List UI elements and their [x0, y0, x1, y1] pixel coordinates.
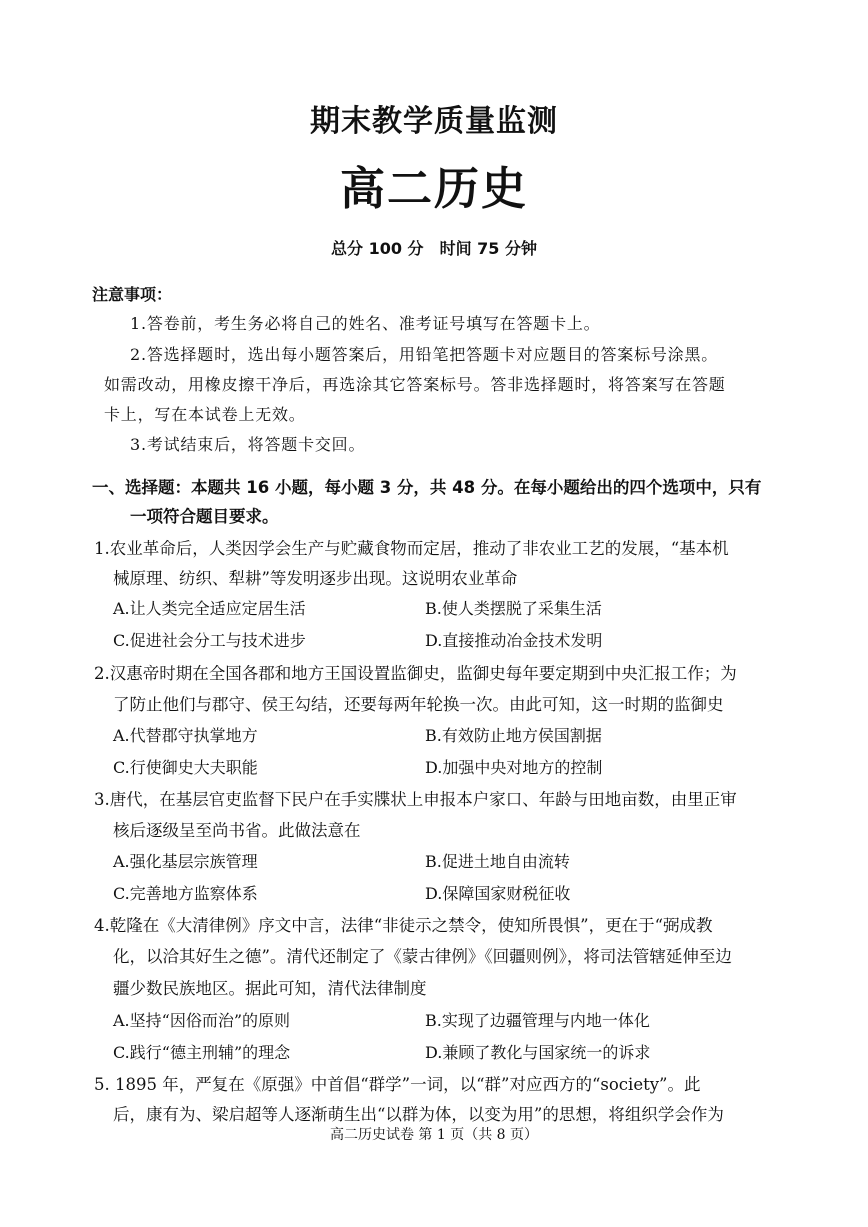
page-footer: 高二历史试卷 第 1 页（共 8 页）: [329, 1127, 539, 1143]
option: A.让人类完全适应定居生活: [113, 599, 306, 618]
notice-line: 2.答选择题时，选出每小题答案后，用铅笔把答题卡对应题目的答案标号涂黑。: [130, 345, 719, 364]
option: C.促进社会分工与技术进步: [113, 631, 306, 650]
exam-title: 期末教学质量监测: [310, 104, 558, 139]
question-stem: 后，康有为、梁启超等人逐渐萌生出“以群为体，以变为用”的思想，将组织学会作为: [113, 1105, 724, 1124]
notice-line: 1.答卷前，考生务必将自己的姓名、准考证号填写在答题卡上。: [130, 314, 601, 333]
question-stem: 1.农业革命后，人类因学会生产与贮藏食物而定居，推动了非农业工艺的发展，“基本机: [94, 539, 729, 558]
notice-line: 如需改动，用橡皮擦干净后，再选涂其它答案标号。答非选择题时，将答案写在答题: [104, 375, 726, 394]
question-stem: 了防止他们与郡守、侯王勾结，还要每两年轮换一次。由此可知，这一时期的监御史: [113, 695, 724, 714]
question-stem: 核后逐级呈至尚书省。此做法意在: [113, 821, 361, 840]
section-heading: 一、选择题：本题共 16 小题，每小题 3 分，共 48 分。在每小题给出的四个选项中，只有: [92, 478, 762, 497]
notice-heading: 注意事项：: [92, 285, 173, 304]
option: D.加强中央对地方的控制: [425, 758, 603, 777]
question-stem: 械原理、纺织、犁耕”等发明逐步出现。这说明农业革命: [113, 569, 518, 588]
question-stem: 3.唐代，在基层官吏监督下民户在手实牒状上申报本户家口、年龄与田地亩数，由里正审: [94, 790, 737, 809]
option: C.行使御史大夫职能: [113, 758, 258, 777]
total-score: 总分 100 分: [331, 239, 424, 258]
question-stem: 5. 1895 年，严复在《原强》中首倡“群学”一词，以“群”对应西方的“society”。此: [94, 1075, 701, 1094]
option: A.坚持“因俗而治”的原则: [113, 1011, 291, 1030]
option: A.强化基层宗族管理: [113, 852, 258, 871]
option: B.实现了边疆管理与内地一体化: [425, 1011, 650, 1030]
notice-line: 卡上，写在本试卷上无效。: [104, 405, 306, 424]
exam-time: 时间 75 分钟: [439, 239, 537, 258]
section-heading-cont: 一项符合题目要求。: [130, 507, 279, 526]
question-stem: 2.汉惠帝时期在全国各郡和地方王国设置监御史，监御史每年要定期到中央汇报工作；为: [94, 664, 737, 683]
option: A.代替郡守执掌地方: [113, 726, 258, 745]
option: D.保障国家财税征收: [425, 884, 571, 903]
notice-line: 3.考试结束后，将答题卡交回。: [130, 435, 366, 454]
option: B.促进土地自由流转: [425, 852, 570, 871]
exam-meta: [0, 236, 868, 259]
subject-title: 高二历史: [339, 162, 528, 215]
option: D.兼顾了教化与国家统一的诉求: [425, 1043, 651, 1062]
question-stem: 化，以洽其好生之德”。清代还制定了《蒙古律例》《回疆则例》，将司法管辖延伸至边: [113, 947, 732, 966]
option: C.完善地方监察体系: [113, 884, 258, 903]
option: C.践行“德主刑辅”的理念: [113, 1043, 291, 1062]
question-stem: 疆少数民族地区。据此可知，清代法律制度: [113, 979, 427, 998]
option: D.直接推动冶金技术发明: [425, 631, 603, 650]
question-stem: 4.乾隆在《大清律例》序文中言，法律“非徒示之禁令，使知所畏惧”，更在于“弼成教: [94, 916, 713, 935]
option: B.有效防止地方侯国割据: [425, 726, 602, 745]
option: B.使人类摆脱了采集生活: [425, 599, 602, 618]
